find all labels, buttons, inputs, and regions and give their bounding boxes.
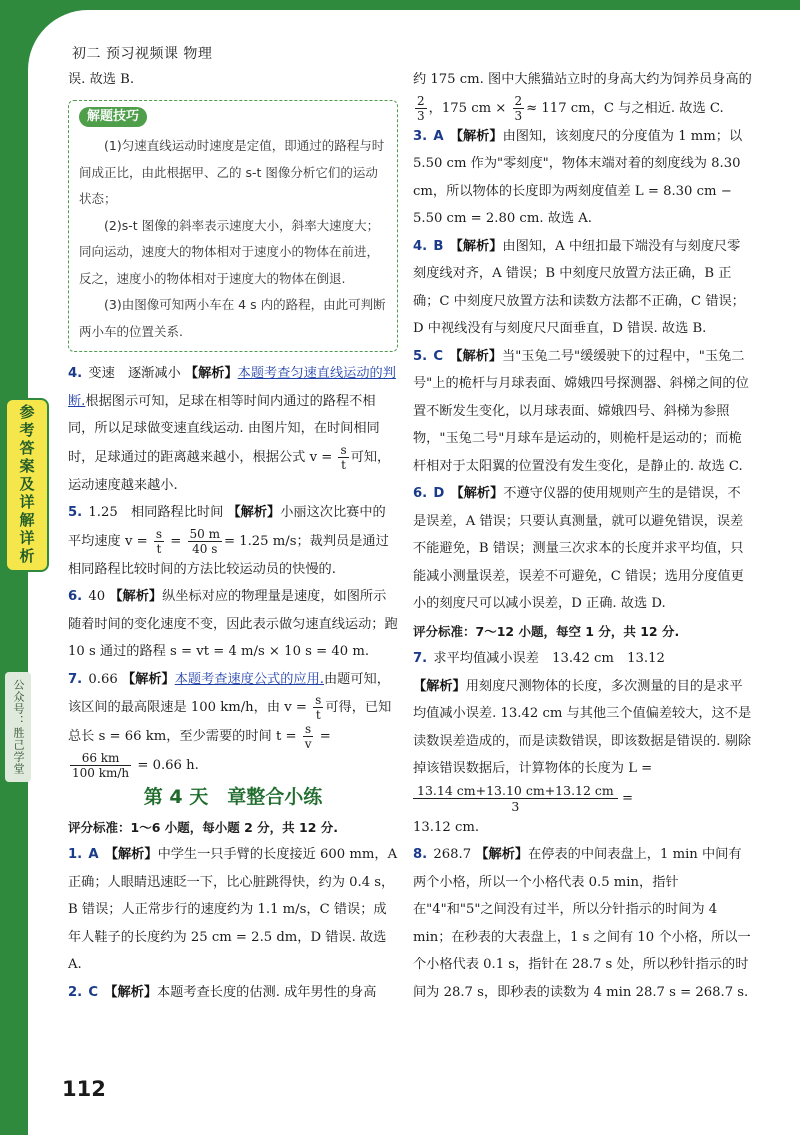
frac-num: 66 km	[70, 751, 131, 766]
choice-2-letter: C	[88, 984, 99, 1000]
tip-paragraph-1: (1)匀速直线运动时速度是定值，即通过的路程与时间成正比，由此根据甲、乙的 s-t 图像分析它们的运动状态；	[79, 138, 385, 206]
choice-2-frac-2	[513, 94, 525, 123]
frac-num: s	[155, 526, 163, 541]
answer-5-tag: 【解析】	[227, 505, 281, 520]
choice-2	[68, 979, 398, 1007]
frac-den: 3	[511, 798, 520, 814]
choice-1-number: 1.	[68, 847, 83, 862]
blank-7-eq: =	[622, 790, 634, 806]
frac-num: 2	[514, 93, 523, 108]
choice-4-letter: B	[433, 238, 444, 254]
choice-3-text: 由图知，该刻度尺的分度值为 1 mm；以 5.50 cm 作为"零刻度"，物体末端对着的刻度线为 8.30 cm，所以物体的长度即为两刻度值差 L = 8.30 cm − 5.50 cm = 2.80 cm. 故选 A.	[413, 128, 743, 226]
choice-1	[68, 841, 398, 979]
choice-1-tag: 【解析】	[104, 847, 158, 862]
choice-3-tag: 【解析】	[449, 128, 503, 144]
choice-2-text: 本题考查长度的估测. 成年男性的身高	[157, 984, 377, 1000]
choice-2-cont-c: ≈ 117 cm，C 与之相近. 故选 C.	[526, 100, 724, 116]
choice-2-cont-a: 约 175 cm. 图中大熊猫站立时的身高大约为饲养员身高的	[413, 72, 752, 87]
choice-6	[413, 480, 753, 618]
frac-num: 2	[417, 93, 425, 108]
answer-5-frac-2	[188, 527, 222, 556]
frac-num: s	[303, 722, 314, 737]
answer-7-result: = 0.66 h.	[137, 758, 199, 773]
choice-1-letter: A	[88, 847, 99, 862]
header-title: 初二 预习视频课 物理	[72, 46, 213, 62]
answer-4-text-2: 可知，运动速度越来越小.	[68, 449, 391, 493]
answer-4-formula	[338, 443, 348, 472]
choice-2-frac-1	[415, 94, 427, 123]
tip-badge: 解题技巧	[79, 107, 147, 127]
tip-box	[68, 100, 398, 353]
answer-7-value: 0.66	[88, 671, 118, 687]
frac-den: v	[304, 737, 312, 751]
frac-den: 3	[514, 108, 523, 123]
answer-5-value: 1.25 相同路程比时间	[88, 505, 224, 520]
answer-7	[68, 666, 398, 781]
choice-3-number: 3.	[413, 128, 428, 144]
blank-7-L: L =	[628, 761, 653, 776]
side-footer	[5, 672, 31, 782]
answer-7-v: v =	[284, 700, 307, 715]
answer-6-value: 40	[88, 589, 106, 604]
answer-7-t: t =	[275, 729, 297, 744]
blank-8-number: 8.	[413, 847, 428, 862]
blank-8	[413, 841, 753, 1006]
choice-2-cont-b: ，175 cm ×	[428, 100, 507, 116]
left-intro: 误. 故选 B.	[68, 72, 135, 87]
blank-7-tag: 【解析】	[413, 678, 466, 694]
tip-paragraph-2: (2)s-t 图像的斜率表示速度大小，斜率大速度大；同向运动，速度大的物体相对于速度小的物体在前进，反之，速度小的物体相对于速度大的物体在倒退.	[79, 217, 380, 286]
blank-8-value: 268.7	[433, 847, 472, 862]
answer-5-text-2: = 1.25 m/s；裁判员是通过相同路程比较时间的方法比较运动员的快慢的.	[68, 533, 389, 577]
choice-3-letter: A	[433, 128, 444, 144]
frac-num: 50 m	[189, 526, 220, 541]
answer-7-number: 7.	[68, 671, 83, 687]
choice-3	[413, 123, 753, 233]
answer-5-frac-1	[154, 527, 164, 556]
blank-7-result: 13.12 cm.	[413, 819, 480, 835]
answer-5-number: 5.	[68, 505, 83, 520]
answer-7-highlight: 本题考查速度公式的应用.	[174, 671, 324, 687]
choice-4-number: 4.	[413, 238, 428, 254]
score-rule-1: 评分标准：1～6 小题，每小题 2 分，共 12 分.	[68, 819, 338, 835]
frac-den: 3	[417, 108, 425, 123]
blank-7-text: 用刻度尺测物体的长度，多次测量的目的是求平均值减小误差. 13.42 cm 与其他三个值偏差较大，这不是读数误差造成的，而是读数错误，即该数据是错误的. 剔除掉该错误数据后，计算物体的长度为	[413, 678, 752, 776]
answer-4-tag: 【解析】	[184, 366, 238, 381]
answer-7-frac-2	[303, 722, 314, 751]
blank-7-number: 7.	[413, 651, 428, 666]
choice-4-tag: 【解析】	[449, 238, 503, 254]
left-column	[68, 66, 398, 1006]
choice-1-text: 中学生一只手臂的长度接近 600 mm，A 正确；人眼睛迅速眨一下，比心脏跳得快，约为 0.4 s，B 错误；人正常步行的速度约为 1.1 m/s，C 错误；成年人鞋子的长度约为 25 cm = 2.5 dm，D 错误. 故选 A.	[68, 847, 398, 972]
choice-6-tag: 【解析】	[450, 486, 504, 501]
blank-7-frac	[413, 783, 618, 814]
answer-4-value: 变速 逐渐减小	[88, 366, 181, 381]
answer-7-tag: 【解析】	[121, 671, 175, 687]
page-number: 112	[62, 1077, 106, 1101]
answer-7-text-2: 可得，已知总长 s = 66 km，至少需要的时间	[68, 700, 392, 744]
answer-4-number: 4.	[68, 366, 83, 381]
frac-den: t	[341, 457, 346, 472]
choice-5-letter: C	[433, 348, 444, 364]
answer-6-tag: 【解析】	[109, 589, 163, 604]
choice-5	[413, 343, 753, 481]
answer-7-frac-3	[70, 751, 131, 780]
blank-8-tag: 【解析】	[475, 847, 529, 862]
choice-2-continued	[413, 66, 753, 123]
frac-den: t	[156, 541, 162, 556]
answer-5-eq: =	[170, 533, 182, 549]
answer-7-text-1: 由题可知，该区间的最高限速是 100 km/h，由	[68, 671, 390, 715]
answer-4-text: 根据图示可知，足球在相等时间内通过的路程不相同，所以足球做变速直线运动. 由图片知，在时间相同时，足球通过的距离越来越小，根据公式	[68, 393, 380, 465]
frac-den: 100 km/h	[72, 766, 130, 780]
frac-den: t	[315, 708, 321, 722]
answer-7-frac-1	[313, 693, 323, 722]
choice-5-text: 当"玉兔二号"缓缓驶下的过程中，"玉兔二号"上的桅杆与月球表面、嫦娥四号探测器、斜梯之间的位置不断发生变化，以月球表面、嫦娥四号、斜梯为参照物，"玉兔二号"月球车是运动的，则桅杆是运动的；而桅杆相对于太阳翼的位置没有发生变化，是静止的. 故选 C.	[413, 348, 749, 474]
choice-4	[413, 233, 753, 343]
blank-8-text: 在停表的中间表盘上，1 min 中间有两个小格，所以一个小格代表 0.5 min，指针在"4"和"5"之间没有过半，所以分针指示的时间为 4 min；在秒表的大表盘上，1 s 之间有 10 个小格，所以一个小格代表 0.1 s，指针在 28.7 s 处，所以秒针指示的时间为 28.7 s，即秒表的读数为 4 min 28.7 s = 268.7 s.	[413, 847, 751, 1000]
choice-2-number: 2.	[68, 984, 83, 1000]
frac-num: 13.14 cm+13.10 cm+13.12 cm	[413, 783, 618, 799]
section-title: 第 4 天 章整合小练	[143, 786, 323, 808]
choice-4-text: 由图知，A 中纽扣最下端没有与刻度尺零刻度线对齐，A 错误；B 中刻度尺放置方法正确，B 正确；C 中刻度尺放置方法和读数方法都不正确，C 错误；D 中视线没有与刻度尺尺面垂直，D 错误. 故选 B.	[413, 238, 745, 336]
blank-7	[413, 645, 753, 673]
side-tab-label: 参考答案及详解详析	[17, 404, 36, 566]
choice-6-text: 不遵守仪器的使用规则产生的是错误，不是误差，A 错误；只要认真测量，就可以避免错误，误差不能避免，B 错误；测量三次求本的长度并求平均值，只能减小测量误差，误差不可避免，C 错误；选用分度值更小的刻度尺可以减小误差，D 正确. 故选 D.	[413, 486, 744, 611]
side-tab	[5, 398, 49, 572]
tip-paragraph-3: (3)由图像可知两小车在 4 s 内的路程，由此可判断两小车的位置关系.	[79, 297, 386, 339]
answer-7-eq: =	[319, 729, 331, 744]
answer-6-number: 6.	[68, 589, 83, 604]
answer-4-formula-lhs: v =	[309, 449, 333, 465]
choice-6-number: 6.	[413, 486, 428, 501]
frac-num: s	[340, 442, 347, 457]
frac-num: s	[315, 693, 322, 707]
answer-5-text-1: 小丽这次比赛中的平均速度	[68, 505, 386, 549]
blank-7-value: 求平均值减小误差 13.42 cm 13.12	[433, 651, 665, 666]
answer-6	[68, 583, 398, 666]
blank-7-explain	[413, 673, 753, 814]
choice-6-letter: D	[433, 486, 445, 501]
side-footer-label: 公众号：胜己学堂	[12, 679, 25, 775]
answer-4-highlight: 本题考查匀速直线运动的判断.	[68, 366, 396, 409]
choice-5-number: 5.	[413, 348, 428, 364]
answer-5	[68, 499, 398, 583]
right-column	[413, 66, 753, 1006]
answer-6-text: 纵坐标对应的物理量是速度，如图所示随着时间的变化速度不变，因此表示做匀速直线运动；跑 10 s 通过的路程 s = vt = 4 m/s × 10 s = 40 m.	[68, 589, 398, 659]
answer-4	[68, 360, 398, 499]
choice-2-tag: 【解析】	[104, 984, 158, 1000]
score-rule-2: 评分标准：7～12 小题，每空 1 分，共 12 分.	[413, 623, 680, 639]
frac-den: 40 s	[192, 541, 218, 556]
answer-5-v: v =	[124, 533, 148, 549]
choice-5-tag: 【解析】	[449, 348, 503, 364]
